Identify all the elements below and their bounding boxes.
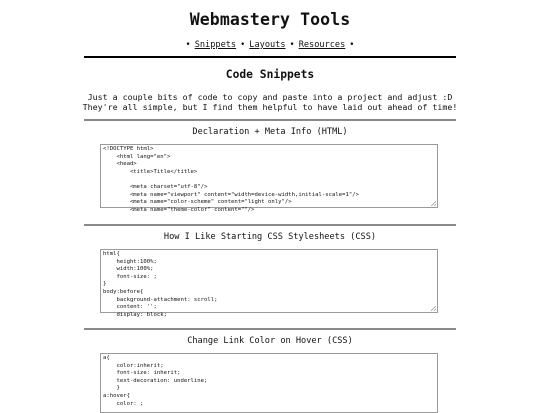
- intro-line: They're all simple, but I find them helpful to have laid out ahead of time!: [82, 102, 458, 112]
- nav-bullet: •: [349, 40, 355, 50]
- snippet-code-textarea[interactable]: [100, 144, 438, 213]
- snippet-code: html{ height:100%; width:100%; font-size: ; } body:before{ background-attachment: scroll; content: ''; display: block;: [103, 251, 218, 318]
- snippet-code-textarea[interactable]: [100, 249, 438, 318]
- nav-link-resources[interactable]: Resources: [298, 40, 346, 50]
- snippet-code: a{ color:inherit; font-size: inherit; text-decoration: underline; } a:hover{ color: ;: [103, 355, 208, 407]
- snippet-heading: Change Link Color on Hover (CSS): [187, 336, 353, 346]
- nav-link-snippets[interactable]: Snippets: [194, 40, 237, 50]
- resize-handle-icon[interactable]: [431, 306, 436, 311]
- snippet-heading: Declaration + Meta Info (HTML): [192, 127, 348, 137]
- resize-handle-icon[interactable]: [431, 201, 436, 206]
- snippet-code-textarea[interactable]: [100, 353, 438, 413]
- section-title: Code Snippets: [225, 68, 315, 81]
- main-nav: [0, 40, 540, 50]
- snippet-heading: How I Like Starting CSS Stylesheets (CSS): [163, 232, 377, 242]
- snippet-divider: [84, 119, 456, 121]
- nav-bullet: •: [240, 40, 246, 50]
- section-intro: [0, 92, 540, 112]
- snippet-divider: [84, 224, 456, 226]
- snippet-code: <!DOCTYPE html> <html lang="en"> <head> <title>Title</title> <meta charset="utf-8"/> <meta name="viewport" content="width=device-width,initial-scale=1"/> <meta name="color-scheme" content="light only"/> <meta name="theme-color" content=""/>: [103, 146, 359, 213]
- nav-bullet: •: [185, 40, 191, 50]
- nav-bullet: •: [289, 40, 295, 50]
- snippet-divider: [84, 328, 456, 330]
- header-divider: [84, 56, 456, 58]
- site-title: Webmastery Tools: [189, 10, 351, 29]
- nav-link-layouts[interactable]: Layouts: [249, 40, 286, 50]
- intro-line: Just a couple bits of code to copy and paste into a project and adjust :D: [87, 92, 453, 102]
